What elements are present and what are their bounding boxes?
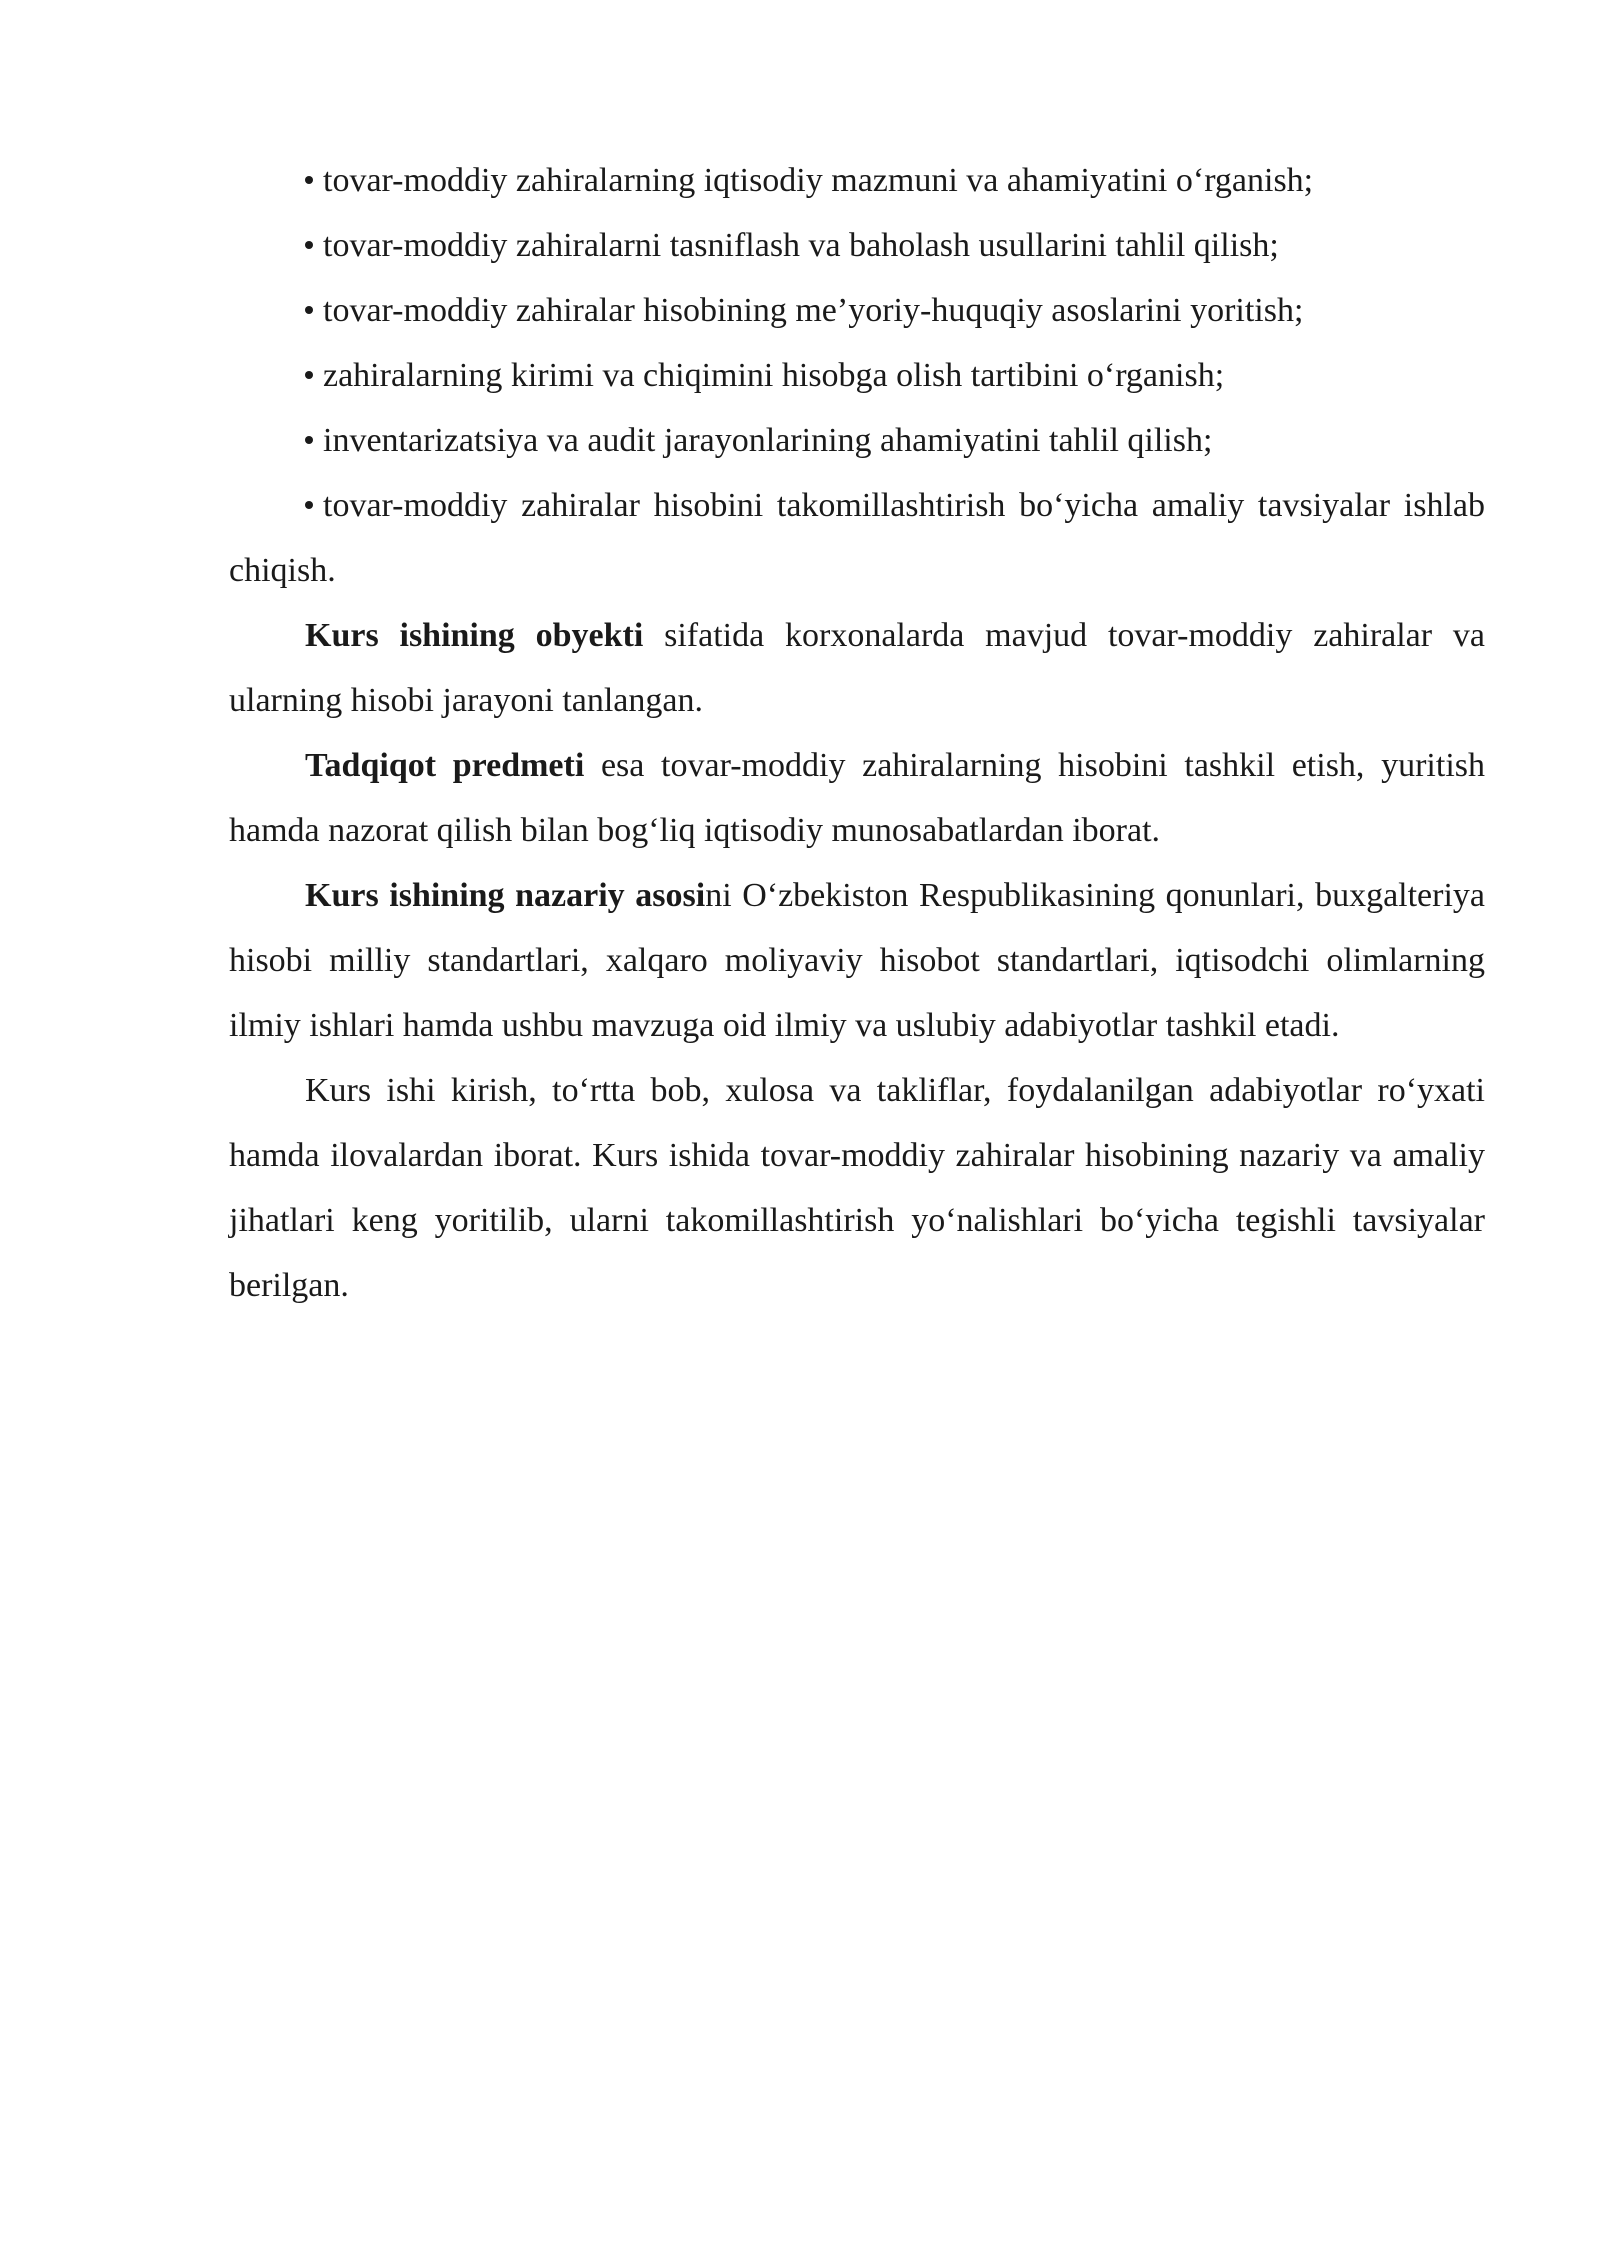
- research-object-paragraph: [229, 603, 1485, 733]
- list-item: [229, 213, 1485, 278]
- research-subject-text: esa tovar-moddiy zahiralarning hisobini tashkil etish, yuritish hamda nazorat qilish bilan bog‘liq iqtisodiy munosabatlardan iborat.: [229, 747, 1485, 849]
- structure-paragraph: [229, 1058, 1485, 1318]
- bullet-icon: [305, 436, 313, 444]
- objectives-list: [229, 148, 1485, 603]
- theoretical-basis-paragraph: [229, 863, 1485, 1058]
- theoretical-basis-term: Kurs ishining nazariy asosi: [305, 877, 706, 914]
- research-subject-term: Tadqiqot predmeti: [305, 747, 585, 784]
- list-item-text: tovar-moddiy zahiralarning iqtisodiy mazmuni va ahamiyatini o‘rganish;: [323, 162, 1314, 199]
- list-item: [229, 408, 1485, 473]
- bullet-icon: [305, 306, 313, 314]
- research-object-text: sifatida korxonalarda mavjud tovar-moddiy zahiralar va ularning hisobi jarayoni tanlangan.: [229, 617, 1486, 719]
- bullet-icon: [305, 176, 313, 184]
- document-page: [229, 148, 1485, 1318]
- list-item: [229, 148, 1485, 213]
- list-item-text: inventarizatsiya va audit jarayonlarining ahamiyatini tahlil qilish;: [323, 422, 1213, 459]
- theoretical-basis-text: ni O‘zbekiston Respublikasining qonunlari, buxgalteriya hisobi milliy standartlari, xalqaro moliyaviy hisobot standartlari, iqtisodchi olimlarning ilmiy ishlari hamda ushbu mavzuga oid ilmiy va uslubiy adabiyotlar tashkil etadi.: [229, 877, 1486, 1044]
- list-item: [229, 278, 1485, 343]
- list-item-text: tovar-moddiy zahiralar hisobini takomillashtirish bo‘yicha amaliy tavsiyalar ishlab chiqish.: [229, 487, 1485, 589]
- bullet-icon: [305, 501, 313, 509]
- research-object-term: Kurs ishining obyekti: [305, 617, 644, 654]
- list-item: [229, 343, 1485, 408]
- bullet-icon: [305, 241, 313, 249]
- list-item: [229, 473, 1485, 603]
- list-item-text: tovar-moddiy zahiralar hisobining me’yoriy-huquqiy asoslarini yoritish;: [323, 292, 1304, 329]
- list-item-text: zahiralarning kirimi va chiqimini hisobga olish tartibini o‘rganish;: [323, 357, 1225, 394]
- research-subject-paragraph: [229, 733, 1485, 863]
- structure-text: Kurs ishi kirish, to‘rtta bob, xulosa va takliflar, foydalanilgan adabiyotlar ro‘yxati hamda ilovalardan iborat. Kurs ishida tovar-moddiy zahiralar hisobining nazariy va amaliy jihatlari keng yoritilib, ularni takomillashtirish yo‘nalishlari bo‘yicha tegishli tavsiyalar berilgan.: [229, 1072, 1485, 1304]
- bullet-icon: [305, 371, 313, 379]
- list-item-text: tovar-moddiy zahiralarni tasniflash va baholash usullarini tahlil qilish;: [323, 227, 1279, 264]
